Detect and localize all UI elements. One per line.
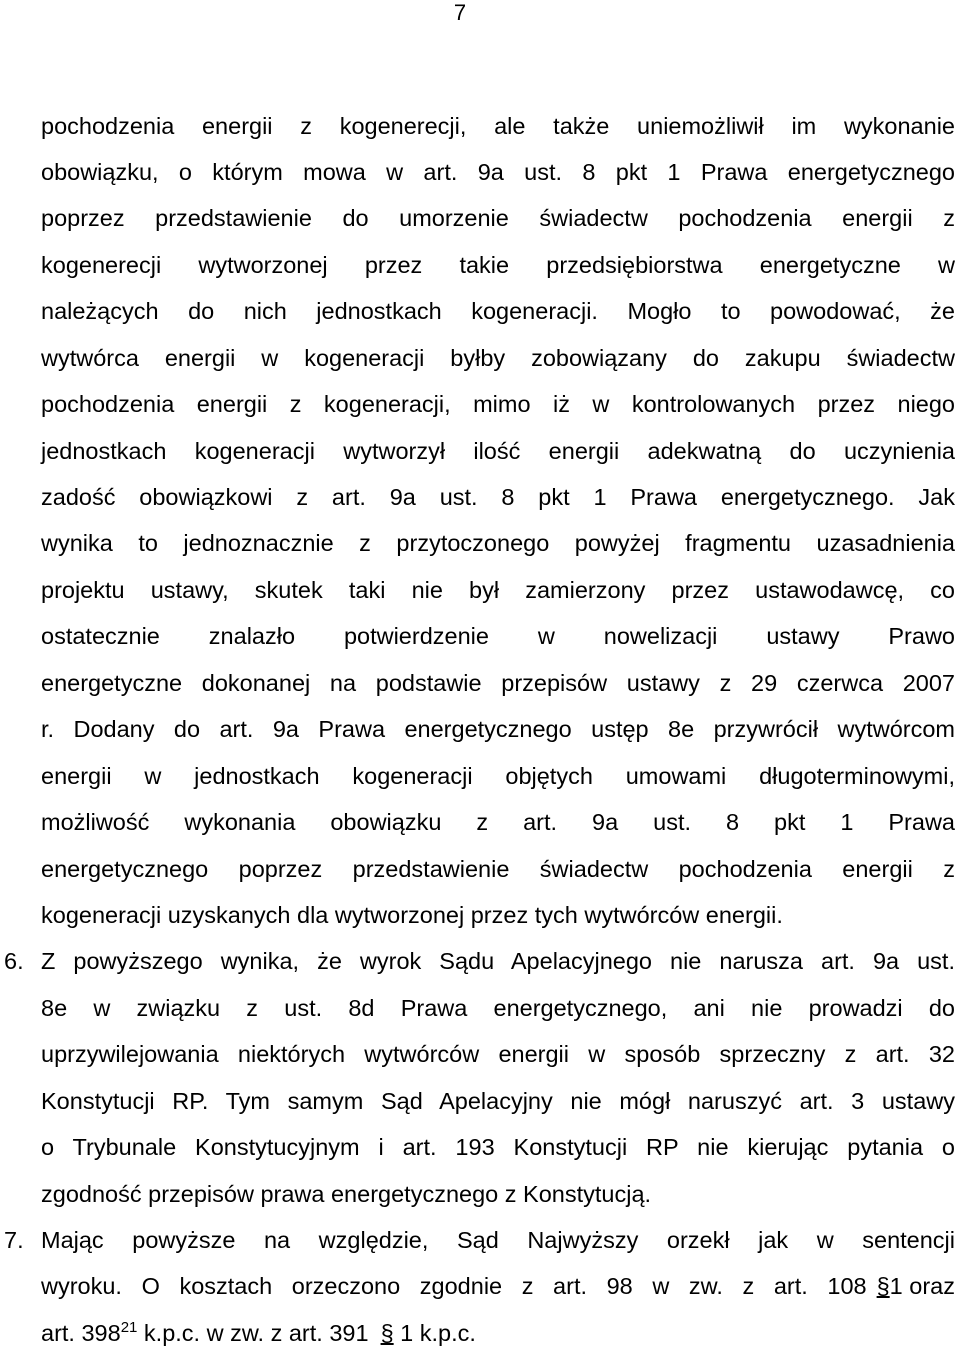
text-line: obowiązku, o którym mowa w art. 9a ust. 8 pkt 1 Prawa energetycznego (41, 159, 955, 185)
list-item-number: 7. (4, 1227, 24, 1253)
text-line: wynika to jednoznacznie z przytoczonego powyżej fragmentu uzasadnienia (41, 530, 955, 556)
text-line: energii w jednostkach kogeneracji objętych umowami długoterminowymi, (41, 763, 955, 789)
text-line: zadość obowiązkowi z art. 9a ust. 8 pkt 1 Prawa energetycznego. Jak (41, 484, 955, 510)
text-line: uprzywilejowania niektórych wytwórców energii w sposób sprzeczny z art. 32 (41, 1041, 955, 1067)
text-line (41, 1319, 955, 1347)
text-line: pochodzenia energii z kogenerecji, ale także uniemożliwił im wykonanie (41, 113, 955, 139)
page-number: 7 (453, 0, 467, 25)
text-line: zgodność przepisów prawa energetycznego z Konstytucją. (41, 1181, 652, 1207)
text-line: możliwość wykonania obowiązku z art. 9a ust. 8 pkt 1 Prawa (41, 809, 955, 835)
text-segment: k.p.c. w zw. z art. 391 (137, 1320, 369, 1346)
text-line: o Trybunale Konstytucyjnym i art. 193 Konstytucji RP nie kierując pytania o (41, 1134, 955, 1160)
text-line: energetycznego poprzez przedstawienie świadectw pochodzenia energii z (41, 856, 955, 882)
text-line: kogenerecji wytworzonej przez takie przedsiębiorstwa energetyczne w (41, 252, 955, 278)
text-line: Mając powyższe na względzie, Sąd Najwyższy orzekł jak w sentencji (41, 1227, 955, 1253)
text-line: 8e w związku z ust. 8d Prawa energetycznego, ani nie prowadzi do (41, 995, 955, 1021)
text-line: poprzez przedstawienie do umorzenie świadectw pochodzenia energii z (41, 205, 955, 231)
text-line: energetyczne dokonanej na podstawie przepisów ustawy z 29 czerwca 2007 (41, 670, 955, 696)
text-line: Konstytucji RP. Tym samym Sąd Apelacyjny nie mógł naruszyć art. 3 ustawy (41, 1088, 955, 1114)
text-line: kogeneracji uzyskanych dla wytworzonej przez tych wytwórców energii. (41, 902, 783, 928)
text-segment: 1 oraz (889, 1273, 955, 1299)
text-line: r. Dodany do art. 9a Prawa energetycznego ustęp 8e przywrócił wytwórcom (41, 716, 955, 742)
text-line: jednostkach kogeneracji wytworzył ilość energii adekwatną do uczynienia (41, 438, 955, 464)
section-sign: § (876, 1273, 890, 1299)
text-line: projektu ustawy, skutek taki nie był zamierzony przez ustawodawcę, co (41, 577, 955, 603)
text-segment: art. 398 (41, 1320, 121, 1346)
text-line: należących do nich jednostkach kogeneracji. Mogło to powodować, że (41, 298, 955, 324)
text-segment: wyroku. O kosztach orzeczono zgodnie z art. 98 w zw. z art. 108 (41, 1273, 867, 1299)
text-segment: 1 k.p.c. (393, 1320, 476, 1346)
text-line: ostatecznie znalazło potwierdzenie w nowelizacji ustawy Prawo (41, 623, 955, 649)
text-line: wytwórca energii w kogeneracji byłby zobowiązany do zakupu świadectw (41, 345, 955, 371)
text-line: pochodzenia energii z kogeneracji, mimo iż w kontrolowanych przez niego (41, 391, 955, 417)
superscript: 21 (120, 1319, 138, 1336)
section-sign: § (380, 1320, 394, 1346)
list-item-number: 6. (4, 948, 24, 974)
text-line: Z powyższego wynika, że wyrok Sądu Apelacyjnego nie narusza art. 9a ust. (41, 948, 955, 974)
text-line-with-section (41, 1272, 955, 1300)
